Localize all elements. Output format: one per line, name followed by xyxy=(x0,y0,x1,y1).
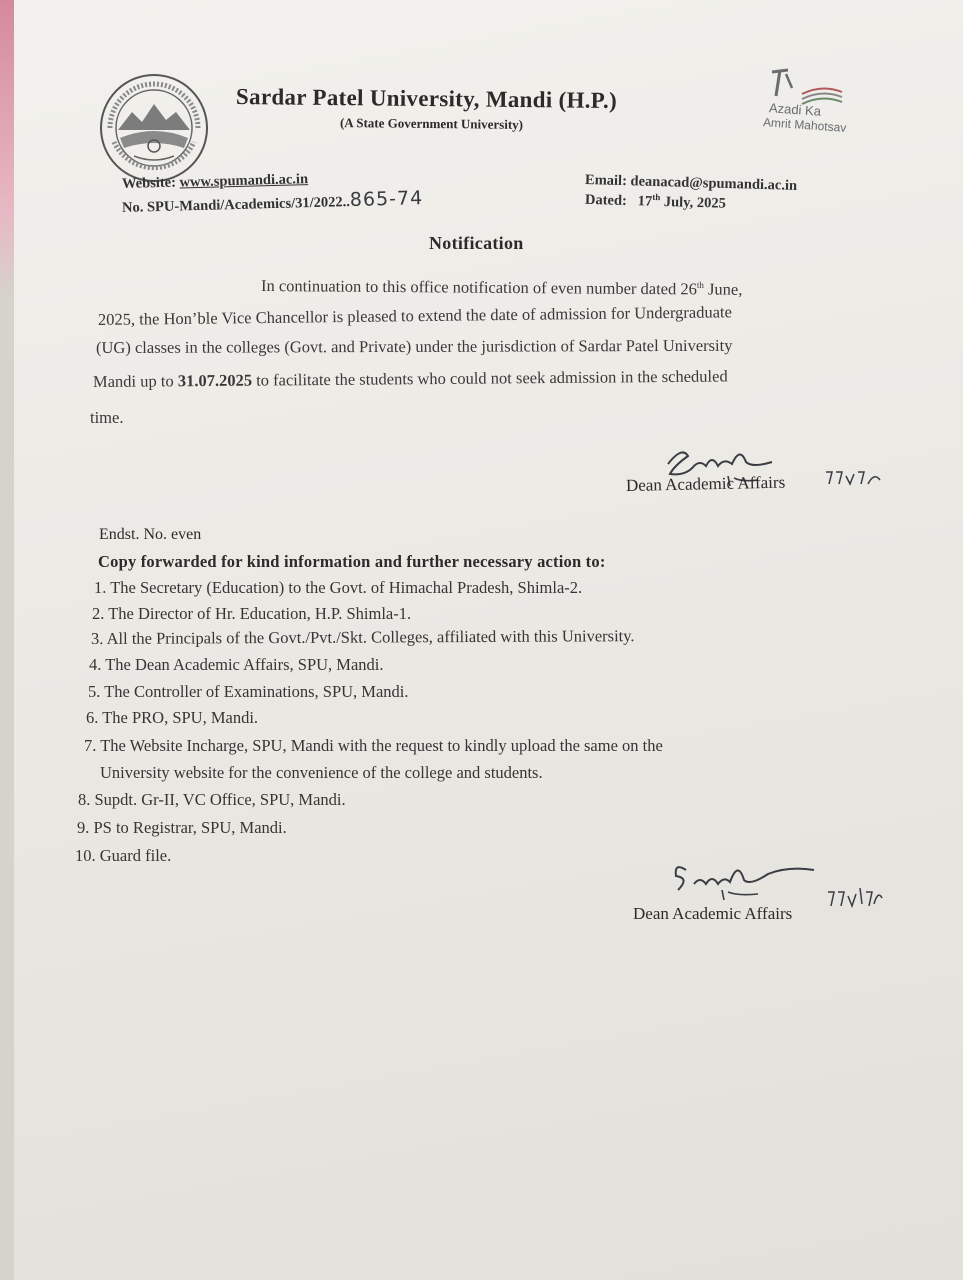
notification-line1-end: June, xyxy=(707,279,743,299)
signature-2-designation: Dean Academic Affairs xyxy=(633,904,793,923)
copy-list-item-3: 3. All the Principals of the Govt./Pvt./Skt. Colleges, affiliated with this University. xyxy=(90,626,635,648)
reference-number-printed: No. SPU-Mandi/Academics/31/2022.. xyxy=(121,194,351,216)
website-line xyxy=(122,171,309,193)
admission-deadline: 31.07.2025 xyxy=(177,370,253,391)
copy-list-item-4: 4. The Dean Academic Affairs, SPU, Mandi. xyxy=(89,655,384,674)
copy-list-item-8: 8. Supdt. Gr-II, VC Office, SPU, Mandi. xyxy=(78,790,346,809)
notification-line-1: In continuation to this office notification of even number dated 26th June, xyxy=(260,276,743,299)
dated-day: 17 xyxy=(637,193,653,210)
website-label: Website: xyxy=(121,174,177,192)
university-name: Sardar Patel University, Mandi (H.P.) xyxy=(235,84,618,113)
copy-list-item-5: 5. The Controller of Examinations, SPU, Mandi. xyxy=(88,682,409,701)
signature-2-date-scribble xyxy=(826,884,884,910)
signature-1-date-scribble xyxy=(824,466,884,490)
dated-rest: July, 2025 xyxy=(663,194,727,212)
azadi-logo-line1: Azadi Ka xyxy=(768,100,822,119)
document-page xyxy=(14,0,963,1280)
email-address[interactable]: deanacad@spumandi.ac.in xyxy=(630,173,798,194)
dated-line xyxy=(585,190,726,213)
notification-line-5: time. xyxy=(90,408,124,427)
copy-forwarded-heading: Copy forwarded for kind information and further necessary action to: xyxy=(98,552,606,571)
endorsement-number: Endst. No. even xyxy=(99,526,202,543)
email-label: Email: xyxy=(584,172,628,190)
dated-sup: th xyxy=(652,191,661,203)
copy-list-item-6: 6. The PRO, SPU, Mandi. xyxy=(86,708,259,727)
notification-line-2: 2025, the Hon’ble Vice Chancellor is pleased to extend the date of admission for Undergraduate xyxy=(97,302,732,329)
notification-heading: Notification xyxy=(429,233,524,253)
azadi-logo-line2: Amrit Mahotsav xyxy=(762,115,847,135)
copy-list-item-10: 10. Guard file. xyxy=(75,846,172,865)
notification-line1-sup: th xyxy=(696,279,704,290)
copy-list-item-7-continued: University website for the convenience of the college and students. xyxy=(100,763,543,782)
copy-list-item-1: 1. The Secretary (Education) to the Govt. of Himachal Pradesh, Shimla-2. xyxy=(94,578,583,597)
reference-number-handwritten: 865-74 xyxy=(349,187,424,212)
dated-label: Dated: xyxy=(584,191,628,209)
website-link[interactable]: www.spumandi.ac.in xyxy=(179,171,309,191)
copy-list-item-2: 2. The Director of Hr. Education, H.P. Shimla-1. xyxy=(92,604,412,623)
university-seal-logo xyxy=(98,72,210,184)
signature-2-scribble xyxy=(668,856,818,904)
university-subtitle: (A State Government University) xyxy=(339,115,524,132)
copy-list-item-7: 7. The Website Incharge, SPU, Mandi with the request to kindly upload the same on the xyxy=(84,736,663,755)
notification-line-4: Mandi up to 31.07.2025 to facilitate the students who could not seek admission in the scheduled xyxy=(92,366,728,391)
notification-line-3: (UG) classes in the colleges (Govt. and Private) under the jurisdiction of Sardar Patel University xyxy=(95,335,733,357)
signature-1-designation: Dean Academic Affairs xyxy=(625,472,786,495)
copy-list-item-9: 9. PS to Registrar, SPU, Mandi. xyxy=(77,818,287,837)
